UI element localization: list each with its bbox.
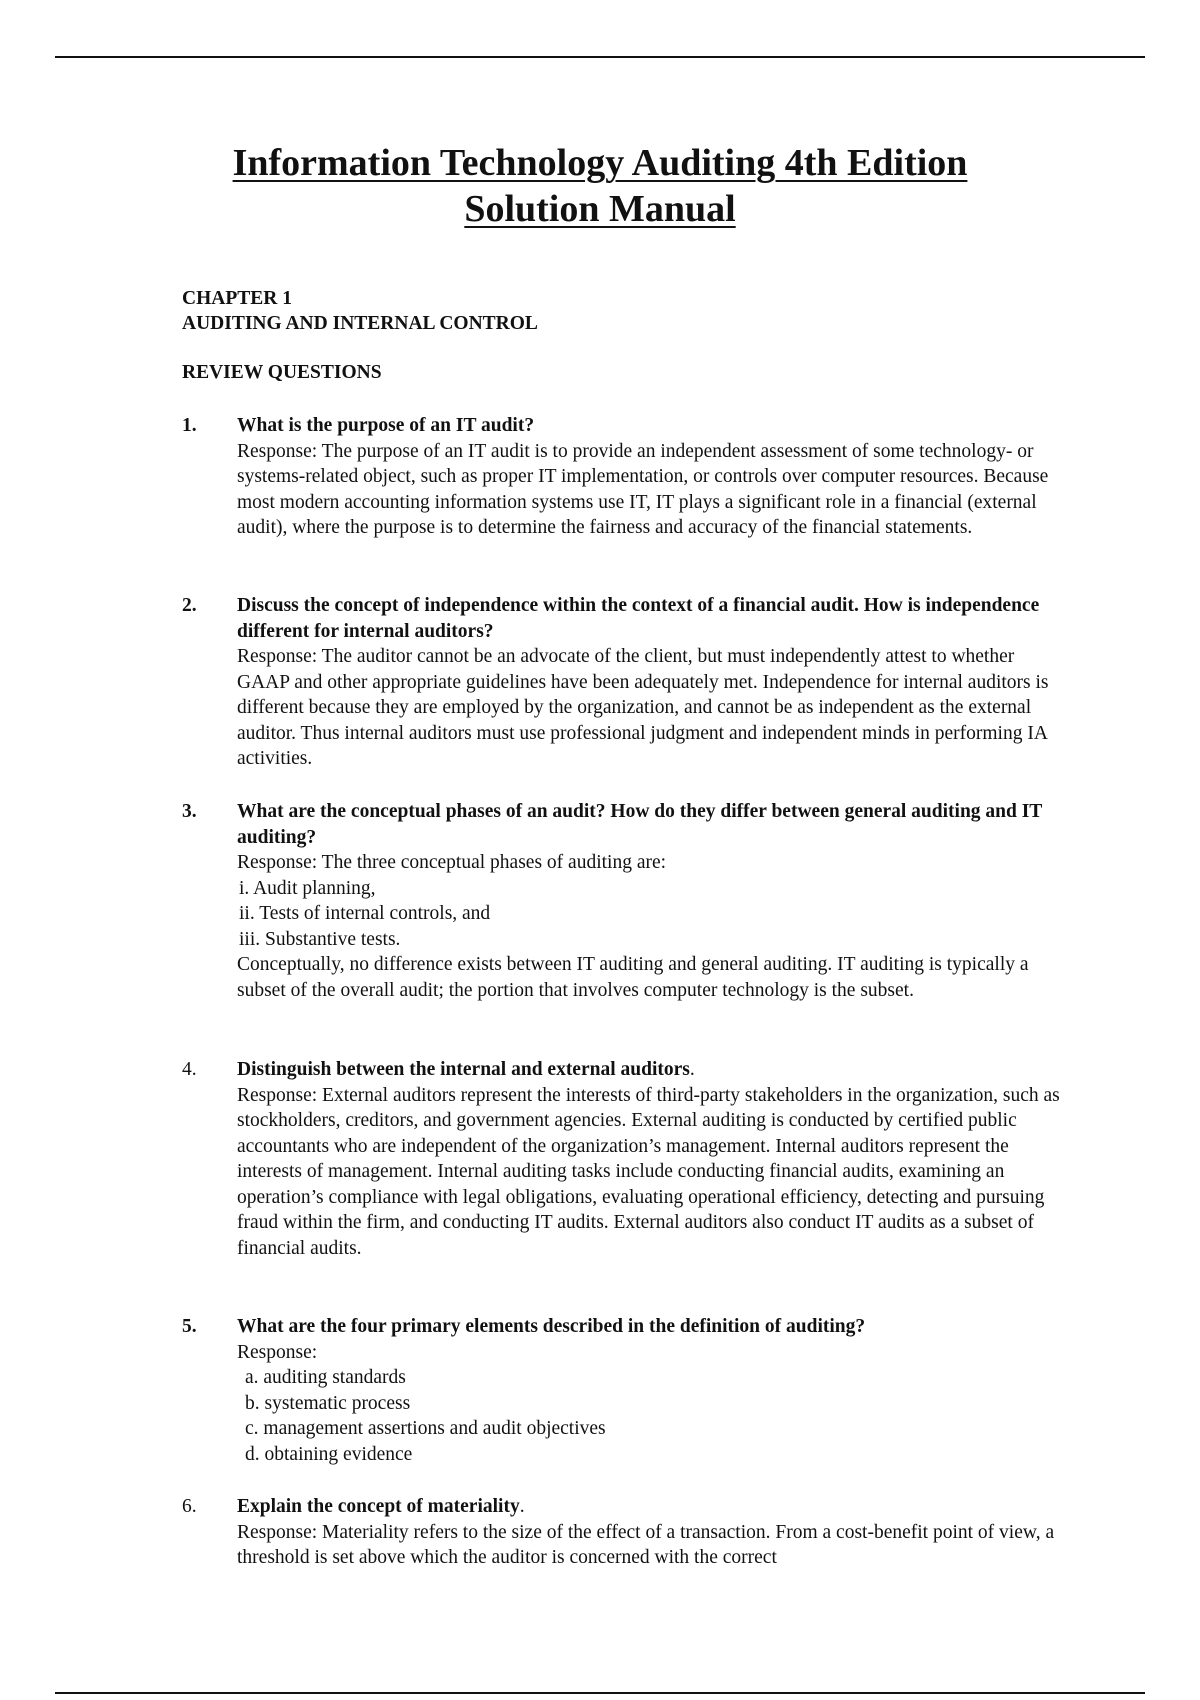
title-line-2: Solution Manual — [464, 188, 736, 230]
list-item: ii. Tests of internal controls, and — [239, 903, 491, 924]
chapter-heading — [182, 286, 538, 336]
question-text: What are the conceptual phases of an audit? How do they differ between general auditing and IT auditing? — [237, 801, 1042, 848]
chapter-title: AUDITING AND INTERNAL CONTROL — [182, 313, 538, 334]
question-text: Explain the concept of materiality — [237, 1496, 520, 1517]
question-number: 3. — [182, 801, 197, 822]
question-number: 1. — [182, 415, 197, 436]
element-list — [237, 1365, 1062, 1467]
chapter-number: CHAPTER 1 — [182, 288, 292, 309]
question-number: 5. — [182, 1316, 197, 1337]
list-item: i. Audit planning, — [239, 877, 376, 899]
response-text: Response: — [237, 1341, 318, 1363]
response-continuation: Conceptually, no difference exists between IT auditing and general auditing. IT auditing is typically a subset of the overall audit; the portion that involves computer technology is the subset. — [237, 954, 1029, 1001]
question-text: What are the four primary elements described in the definition of auditing? — [237, 1316, 866, 1337]
response-text: Response: The three conceptual phases of auditing are: — [237, 852, 667, 873]
phase-list — [237, 876, 1062, 953]
question-item-6 — [182, 1494, 1062, 1571]
question-text: What is the purpose of an IT audit? — [237, 415, 535, 436]
question-text: Discuss the concept of independence within the context of a financial audit. How is independence different for internal auditors? — [237, 595, 1040, 642]
top-rule — [55, 56, 1145, 58]
response-text: Response: External auditors represent the interests of third-party stakeholders in the organization, such as stockholders, creditors, and government agencies. External auditing is conducted by certified public accountants who are independent of the organization’s management. Internal auditors represent the interests of management. Internal auditing tasks include conducting financial audits, examining an operation’s compliance with legal obligations, evaluating operational efficiency, detecting and pursuing fraud within the firm, and conducting IT audits. External auditors also conduct IT audits as a subset of financial audits. — [237, 1084, 1060, 1259]
question-item-1 — [182, 413, 1062, 541]
question-item-5 — [182, 1314, 1062, 1467]
list-item: d. obtaining evidence — [245, 1443, 413, 1465]
response-text: Response: The auditor cannot be an advocate of the client, but must independently attest to whether GAAP and other appropriate guidelines have been adequately met. Independence for internal auditors is different because they are employed by the organization, and cannot be as independent as the external auditor. Thus internal auditors must use professional judgment and independent minds in performing IA activities. — [237, 646, 1049, 769]
question-item-3 — [182, 799, 1062, 1003]
list-item: b. systematic process — [245, 1392, 411, 1414]
question-item-4 — [182, 1057, 1062, 1261]
question-period: . — [689, 1059, 695, 1080]
question-item-2 — [182, 593, 1062, 772]
list-item: a. auditing standards — [245, 1367, 406, 1388]
question-number: 6. — [182, 1496, 197, 1517]
question-text: Distinguish between the internal and external auditors — [237, 1059, 690, 1080]
list-item: iii. Substantive tests. — [239, 928, 401, 950]
document-title — [0, 140, 1200, 232]
question-number: 4. — [182, 1059, 197, 1080]
question-period: . — [519, 1496, 525, 1517]
bottom-rule — [55, 1692, 1145, 1694]
list-item: c. management assertions and audit objectives — [245, 1418, 606, 1439]
response-text: Response: Materiality refers to the size of the effect of a transaction. From a cost-benefit point of view, a threshold is set above which the auditor is concerned with the correct — [237, 1521, 1055, 1568]
question-number: 2. — [182, 595, 197, 616]
title-line-1: Information Technology Auditing 4th Edition — [232, 142, 968, 184]
section-heading: REVIEW QUESTIONS — [182, 362, 382, 383]
response-text: Response: The purpose of an IT audit is to provide an independent assessment of some technology- or systems-related object, such as proper IT implementation, or controls over computer resources. Because most modern accounting information systems use IT, IT plays a significant role in a financial (external audit), where the purpose is to determine the fairness and accuracy of the financial statements. — [237, 440, 1049, 538]
